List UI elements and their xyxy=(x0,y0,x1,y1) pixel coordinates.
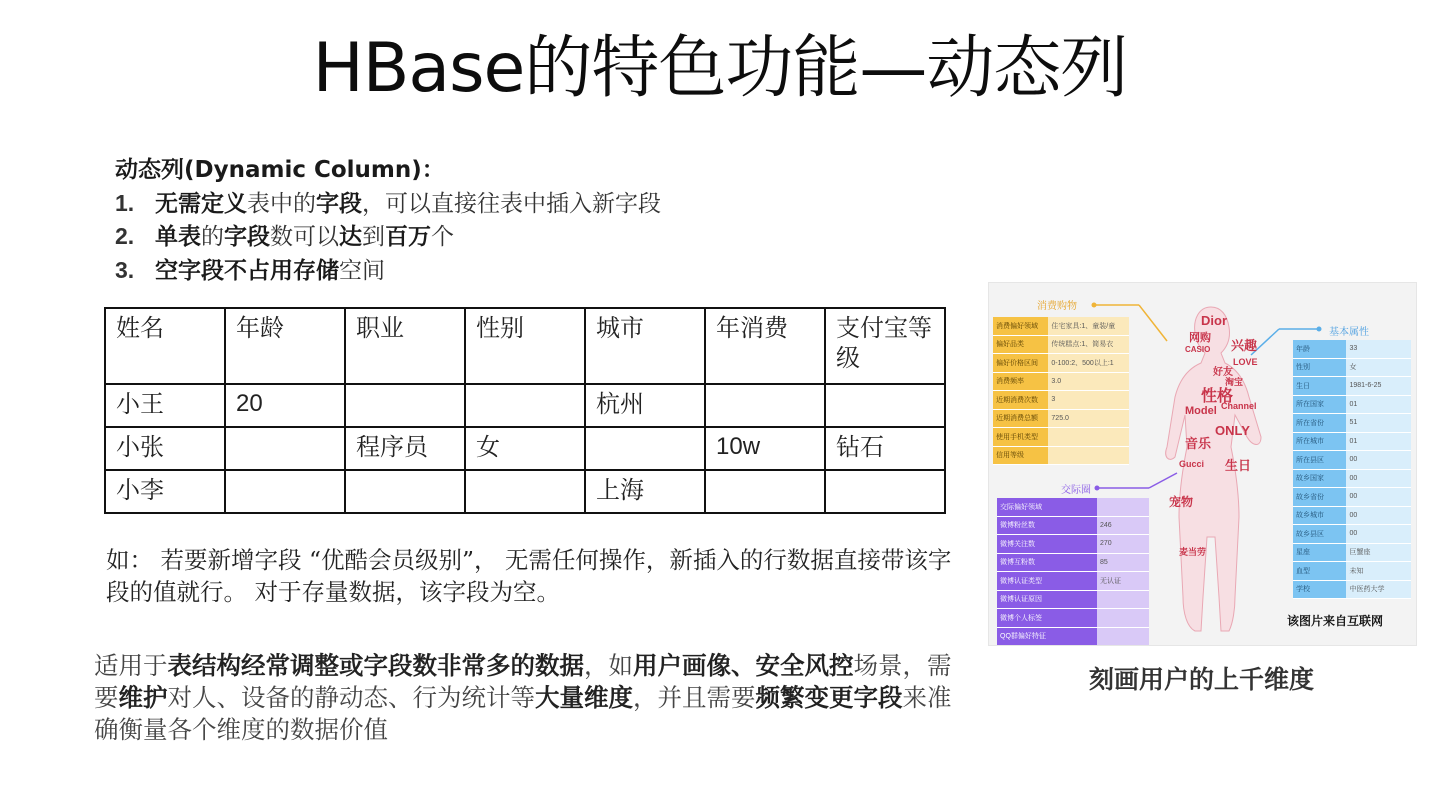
profile-value: 3 xyxy=(1048,391,1129,410)
emphasis-text: 空字段不占用存储 xyxy=(155,257,339,284)
body-text: 数可以 xyxy=(270,224,339,250)
table-cell: 程序员 xyxy=(345,427,465,470)
emphasis-text: 大量维度 xyxy=(535,683,633,712)
table-row xyxy=(105,470,945,513)
profile-key: QQ群偏好特征 xyxy=(997,627,1097,646)
table-cell xyxy=(705,470,825,513)
table-header-cell: 城市 xyxy=(585,308,705,384)
body-text: ，可以直接往表中插入新字段 xyxy=(362,190,661,217)
dynamic-column-intro xyxy=(115,154,661,287)
slide-title: HBase的特色功能—动态列 xyxy=(312,29,1128,108)
profile-row xyxy=(997,627,1149,646)
emphasis-text: 达 xyxy=(339,224,362,250)
profile-value: 无认证 xyxy=(1097,572,1149,591)
profile-value: 85 xyxy=(1097,553,1149,572)
table-cell xyxy=(465,384,585,427)
profile-value xyxy=(1097,498,1149,516)
emphasis-text: 表结构经常调整或字段数非常多的数据 xyxy=(167,651,584,680)
profile-key: 故乡省份 xyxy=(1293,488,1346,507)
social-title: 交际圈 xyxy=(1061,485,1091,496)
profile-value: 中医药大学 xyxy=(1346,580,1411,599)
profile-row xyxy=(1293,414,1411,433)
profile-value: 00 xyxy=(1346,506,1411,525)
table-cell xyxy=(825,470,945,513)
profile-row xyxy=(997,609,1149,628)
profile-value: 270 xyxy=(1097,535,1149,554)
profile-row xyxy=(993,446,1129,465)
profile-value: 00 xyxy=(1346,451,1411,470)
table-header-cell: 姓名 xyxy=(105,308,225,384)
cloud-word: 性格 xyxy=(1201,388,1234,405)
table-cell: 10w xyxy=(705,427,825,470)
social-table xyxy=(997,498,1149,646)
profile-row xyxy=(1293,340,1411,358)
cloud-word: Model xyxy=(1185,405,1217,417)
table-header-cell: 年龄 xyxy=(225,308,345,384)
body-text: 适用于 xyxy=(94,651,168,680)
profile-key: 所在县区 xyxy=(1293,451,1346,470)
cloud-word: 生日 xyxy=(1225,458,1252,473)
intro-list-item xyxy=(115,254,661,288)
intro-list-item xyxy=(115,187,661,221)
profile-row xyxy=(993,428,1129,447)
profile-value xyxy=(1097,609,1149,628)
cloud-word: Gucci xyxy=(1179,459,1205,469)
table-header-cell: 职业 xyxy=(345,308,465,384)
body-text: 对人、设备的静动态、行为统计等 xyxy=(167,683,535,712)
profile-key: 使用手机类型 xyxy=(993,428,1048,447)
cloud-word: ONLY xyxy=(1215,423,1250,438)
profile-value: 51 xyxy=(1346,414,1411,433)
body-text: 的 xyxy=(201,224,224,250)
profile-value: 0-100:2、500以上:1 xyxy=(1048,354,1129,373)
table-header-cell: 性别 xyxy=(465,308,585,384)
table-cell: 女 xyxy=(465,427,585,470)
profile-caption: 刻画用户的上千维度 xyxy=(1088,665,1314,694)
profile-value xyxy=(1048,446,1129,465)
profile-row xyxy=(993,391,1129,410)
table-cell: 杭州 xyxy=(585,384,705,427)
profile-key: 微博认证类型 xyxy=(997,572,1097,591)
table-cell xyxy=(465,470,585,513)
intro-list xyxy=(115,187,661,288)
profile-value: 3.0 xyxy=(1048,372,1129,391)
cloud-word: 宠物 xyxy=(1169,495,1194,509)
emphasis-text: 频繁变更字段 xyxy=(755,683,903,712)
profile-key: 所在省份 xyxy=(1293,414,1346,433)
table-cell xyxy=(705,384,825,427)
cloud-word: CASIO xyxy=(1185,345,1211,354)
basic-attributes-table xyxy=(1293,340,1411,599)
cloud-word: Dior xyxy=(1201,313,1227,328)
profile-key: 消费频率 xyxy=(993,372,1048,391)
table-cell xyxy=(345,470,465,513)
silhouette-figure xyxy=(1149,297,1289,637)
table-header-cell: 年消费 xyxy=(705,308,825,384)
source-note: 该图片来自互联网 xyxy=(1287,614,1384,628)
profile-key: 年龄 xyxy=(1293,340,1346,358)
emphasis-text: 用户画像、安全风控 xyxy=(633,651,854,680)
profile-key: 星座 xyxy=(1293,543,1346,562)
body-text: 空间 xyxy=(339,257,385,284)
user-profile-image xyxy=(988,282,1417,646)
profile-key: 微博互粉数 xyxy=(997,553,1097,572)
profile-row xyxy=(1293,525,1411,544)
emphasis-text: 维护 xyxy=(118,683,168,712)
table-header-cell: 支付宝等级 xyxy=(825,308,945,384)
emphasis-text: 无需定义 xyxy=(155,190,247,217)
emphasis-text: 字段 xyxy=(224,224,270,250)
profile-key: 偏好品类 xyxy=(993,335,1048,354)
cloud-word: 音乐 xyxy=(1185,436,1212,451)
profile-value xyxy=(1097,627,1149,646)
profile-row xyxy=(1293,580,1411,599)
profile-key: 所在国家 xyxy=(1293,395,1346,414)
table-row xyxy=(105,384,945,427)
profile-key: 学校 xyxy=(1293,580,1346,599)
profile-value: 00 xyxy=(1346,525,1411,544)
profile-row xyxy=(1293,432,1411,451)
profile-value xyxy=(1097,590,1149,609)
profile-value: 巨蟹座 xyxy=(1346,543,1411,562)
cloud-word: 淘宝 xyxy=(1225,377,1244,387)
intro-list-item xyxy=(115,220,661,254)
profile-key: 故乡县区 xyxy=(1293,525,1346,544)
profile-value: 01 xyxy=(1346,432,1411,451)
profile-row xyxy=(993,409,1129,428)
profile-row xyxy=(997,535,1149,554)
table-cell: 钻石 xyxy=(825,427,945,470)
usage-description xyxy=(94,650,964,746)
profile-key: 微博认证原因 xyxy=(997,590,1097,609)
body-text: 来准确衡量各个维度的数据价值 xyxy=(94,683,952,744)
profile-value: 725.0 xyxy=(1048,409,1129,428)
profile-row xyxy=(1293,543,1411,562)
profile-key: 性别 xyxy=(1293,358,1346,377)
profile-value: 住宅家具:1、童装/童 xyxy=(1048,317,1129,335)
cloud-word: 好友 xyxy=(1213,367,1233,378)
intro-heading: 动态列(Dynamic Column)： xyxy=(115,157,445,183)
emphasis-text: 字段 xyxy=(316,190,362,217)
list-number: 2. xyxy=(115,223,135,249)
profile-key: 近期消费次数 xyxy=(993,391,1048,410)
profile-row xyxy=(993,372,1129,391)
table-cell xyxy=(345,384,465,427)
list-number: 1. xyxy=(115,189,135,216)
table-cell xyxy=(825,384,945,427)
profile-row xyxy=(1293,469,1411,488)
profile-row xyxy=(1293,562,1411,581)
body-text: 个 xyxy=(431,224,454,250)
profile-row xyxy=(993,354,1129,373)
table-cell xyxy=(585,427,705,470)
table-cell: 20 xyxy=(225,384,345,427)
list-number: 3. xyxy=(115,256,135,283)
body-text: 表中的 xyxy=(247,190,316,217)
profile-key: 生日 xyxy=(1293,377,1346,396)
cloud-word: Channel xyxy=(1221,401,1257,411)
profile-row xyxy=(997,572,1149,591)
body-text: 场景，需要 xyxy=(94,651,952,712)
profile-key: 血型 xyxy=(1293,562,1346,581)
profile-row xyxy=(1293,395,1411,414)
profile-row xyxy=(997,553,1149,572)
profile-value: 1981-6-25 xyxy=(1346,377,1411,396)
body-text: ，并且需要 xyxy=(633,683,756,712)
basic-title: 基本属性 xyxy=(1329,327,1369,338)
table-cell xyxy=(225,427,345,470)
profile-value: 00 xyxy=(1346,488,1411,507)
table-header-row xyxy=(105,308,945,384)
profile-row xyxy=(1293,358,1411,377)
profile-key: 近期消费总额 xyxy=(993,409,1048,428)
table-cell: 小王 xyxy=(105,384,225,427)
profile-key: 偏好价格区间 xyxy=(993,354,1048,373)
dynamic-column-table xyxy=(104,307,946,514)
body-text: ，如 xyxy=(584,651,633,680)
table-cell: 上海 xyxy=(585,470,705,513)
profile-value: 00 xyxy=(1346,469,1411,488)
profile-key: 信用等级 xyxy=(993,446,1048,465)
profile-row xyxy=(1293,377,1411,396)
profile-key: 微博个人标签 xyxy=(997,609,1097,628)
profile-key: 所在城市 xyxy=(1293,432,1346,451)
profile-key: 故乡城市 xyxy=(1293,506,1346,525)
profile-value xyxy=(1048,428,1129,447)
profile-row xyxy=(997,498,1149,516)
table-cell: 小李 xyxy=(105,470,225,513)
cloud-word: 麦当劳 xyxy=(1179,547,1207,557)
profile-key: 微博关注数 xyxy=(997,535,1097,554)
emphasis-text: 单表 xyxy=(155,224,201,250)
profile-key: 故乡国家 xyxy=(1293,469,1346,488)
profile-value: 33 xyxy=(1346,340,1411,358)
profile-row xyxy=(997,516,1149,535)
table-cell: 小张 xyxy=(105,427,225,470)
example-text: 如： 若要新增字段 “优酷会员级别”， 无需任何操作，新插入的行数据直接带该字段的值就行。 对于存量数据，该字段为空。 xyxy=(106,546,952,606)
profile-key: 微博粉丝数 xyxy=(997,516,1097,535)
cloud-word: 网购 xyxy=(1189,332,1211,344)
profile-row xyxy=(993,335,1129,354)
profile-row xyxy=(1293,506,1411,525)
profile-value: 传统糕点:1、简易衣 xyxy=(1048,335,1129,354)
body-text: 到 xyxy=(362,224,385,250)
profile-value: 未知 xyxy=(1346,562,1411,581)
profile-value: 01 xyxy=(1346,395,1411,414)
profile-value: 246 xyxy=(1097,516,1149,535)
table-cell xyxy=(225,470,345,513)
consumption-table xyxy=(993,317,1129,465)
profile-row xyxy=(1293,451,1411,470)
profile-key: 交际偏好领域 xyxy=(997,498,1097,516)
profile-value: 女 xyxy=(1346,358,1411,377)
table-row xyxy=(105,427,945,470)
consumption-title: 消费购物 xyxy=(1037,301,1077,312)
profile-row xyxy=(1293,488,1411,507)
cloud-word: LOVE xyxy=(1233,357,1258,367)
profile-row xyxy=(993,317,1129,335)
profile-key: 消费偏好领域 xyxy=(993,317,1048,335)
emphasis-text: 百万 xyxy=(385,224,431,250)
cloud-word: 兴趣 xyxy=(1231,338,1258,353)
profile-row xyxy=(997,590,1149,609)
